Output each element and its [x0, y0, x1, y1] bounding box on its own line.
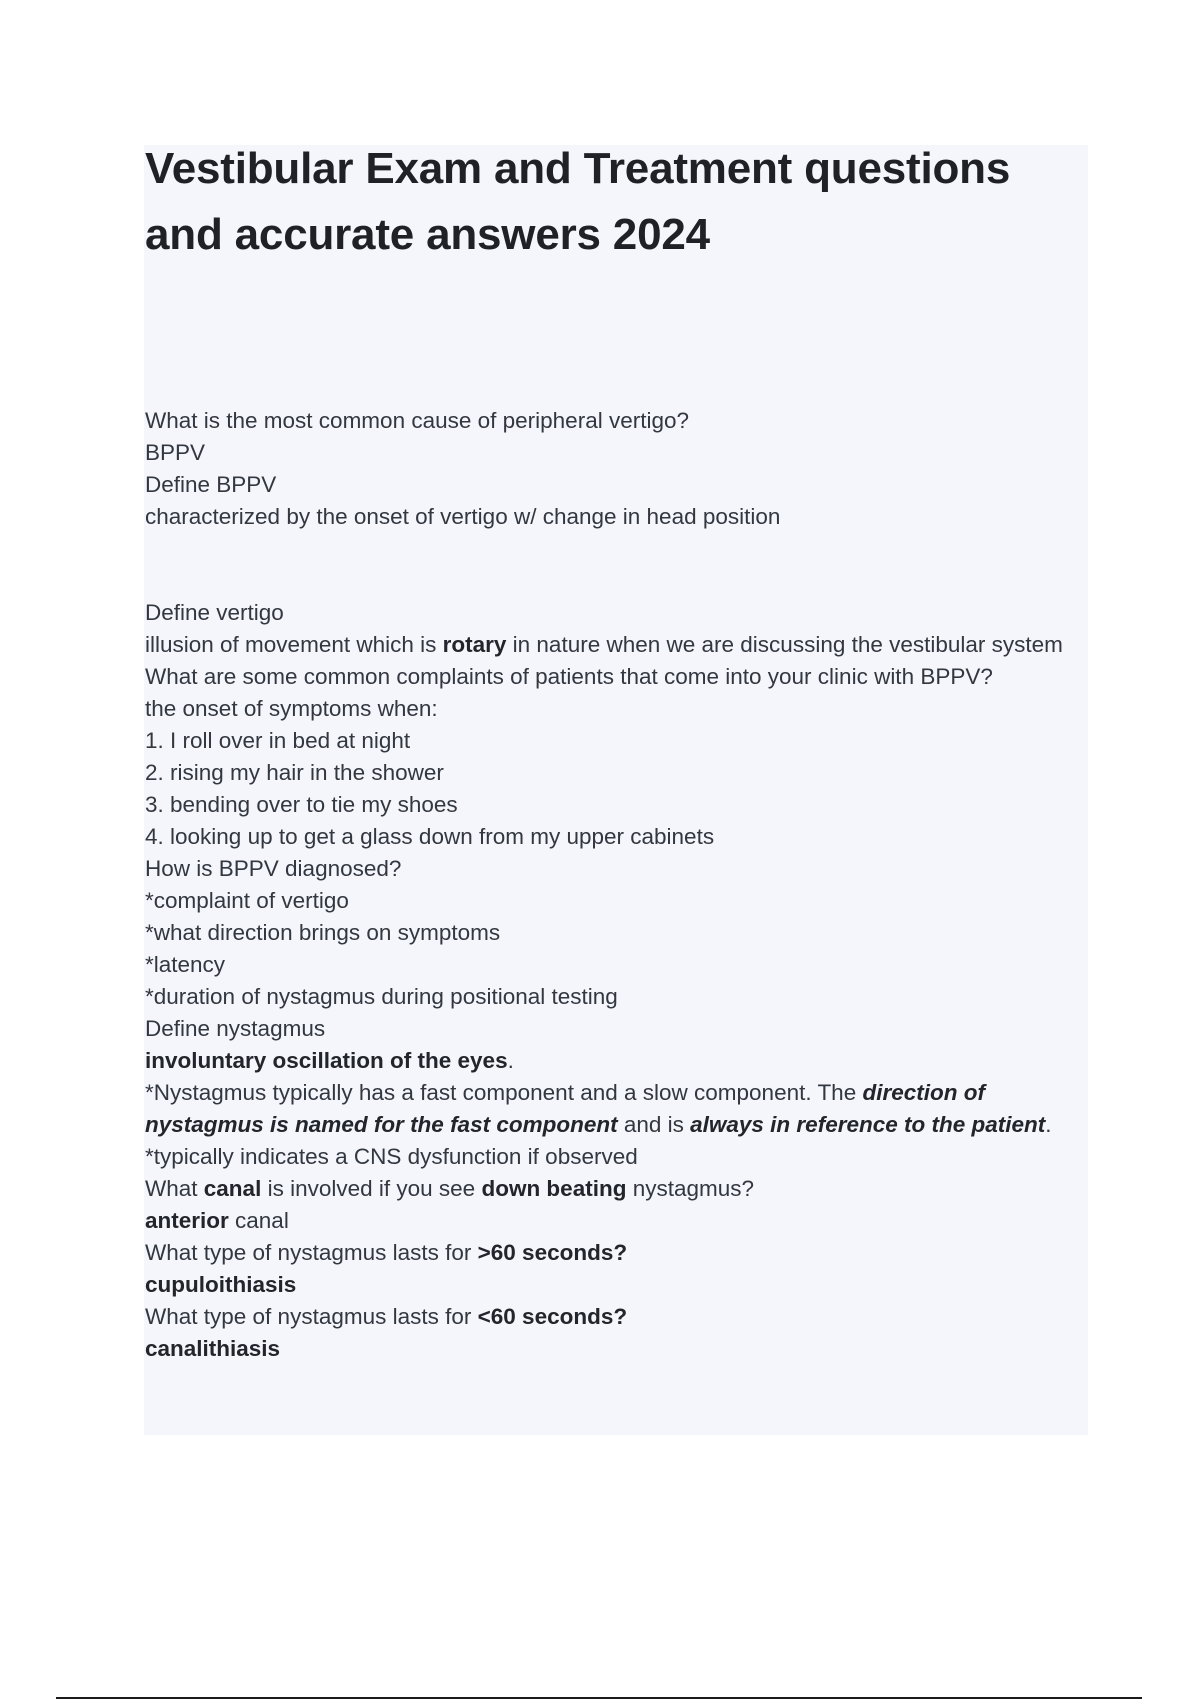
answer-6-note [145, 1077, 1075, 1141]
answer-4-intro: the onset of symptoms when: [145, 696, 438, 721]
question-8-text: What type of nystagmus lasts for [145, 1240, 478, 1265]
answer-6-note-emphasis-2: always in reference to the patient [690, 1112, 1046, 1137]
answer-5-item: *what direction brings on symptoms [145, 920, 501, 945]
answer-5-item: *latency [145, 952, 226, 977]
answer-6-note-mid: and is [617, 1112, 691, 1137]
qa-body [145, 405, 1075, 1365]
answer-7-emphasis: anterior [145, 1208, 229, 1233]
question-7-emphasis-2: down beating [481, 1176, 627, 1201]
answer-3-text-end: in nature when we are discussing the vestibular system [506, 632, 1063, 657]
answer-7-text: canal [228, 1208, 289, 1233]
answer-4-item: 2. rising my hair in the shower [145, 760, 444, 785]
answer-7 [145, 1205, 1075, 1237]
question-1: What is the most common cause of peripheral vertigo? [145, 408, 689, 433]
question-4: What are some common complaints of patients that come into your clinic with BPPV? [145, 664, 993, 689]
answer-6-note-emphasis-1: direction of nystagmus is named for the fast component [145, 1080, 985, 1137]
answer-6-emphasis: involuntary oscillation of the eyes [145, 1048, 508, 1073]
answer-3-emphasis: rotary [442, 632, 507, 657]
answer-5-item: *duration of nystagmus during positional testing [145, 984, 618, 1009]
answer-2: characterized by the onset of vertigo w/ change in head position [145, 504, 781, 529]
footer-divider [56, 1697, 1142, 1699]
question-6: Define nystagmus [145, 1016, 326, 1041]
question-8 [145, 1237, 1075, 1269]
answer-9: canalithiasis [145, 1336, 281, 1361]
question-7-emphasis-1: canal [203, 1176, 262, 1201]
question-9 [145, 1301, 1075, 1333]
spacer [145, 533, 1075, 597]
question-7-mid: is involved if you see [261, 1176, 482, 1201]
question-8-emphasis: >60 seconds? [477, 1240, 628, 1265]
answer-6 [145, 1045, 1075, 1077]
answer-4-item: 1. I roll over in bed at night [145, 728, 411, 753]
question-7-end: nystagmus? [626, 1176, 755, 1201]
answer-4-item: 3. bending over to tie my shoes [145, 792, 458, 817]
question-9-emphasis: <60 seconds? [477, 1304, 628, 1329]
question-5: How is BPPV diagnosed? [145, 856, 402, 881]
question-7 [145, 1173, 1075, 1205]
answer-6-note-2: *typically indicates a CNS dysfunction if observed [145, 1144, 638, 1169]
question-2: Define BPPV [145, 472, 277, 497]
question-7-text: What [145, 1176, 204, 1201]
answer-3-text: illusion of movement which is [145, 632, 443, 657]
answer-3 [145, 629, 1075, 661]
answer-5-item: *complaint of vertigo [145, 888, 349, 913]
question-3: Define vertigo [145, 600, 284, 625]
answer-6-note-end: . [1045, 1112, 1052, 1137]
answer-6-note-text: *Nystagmus typically has a fast component and a slow component. The [145, 1080, 863, 1105]
document-title: Vestibular Exam and Treatment questions and accurate answers 2024 [145, 144, 1011, 259]
answer-8: cupuloithiasis [145, 1272, 297, 1297]
answer-1: BPPV [145, 440, 206, 465]
answer-4-item: 4. looking up to get a glass down from my upper cabinets [145, 824, 715, 849]
answer-6-period: . [507, 1048, 514, 1073]
question-9-text: What type of nystagmus lasts for [145, 1304, 478, 1329]
